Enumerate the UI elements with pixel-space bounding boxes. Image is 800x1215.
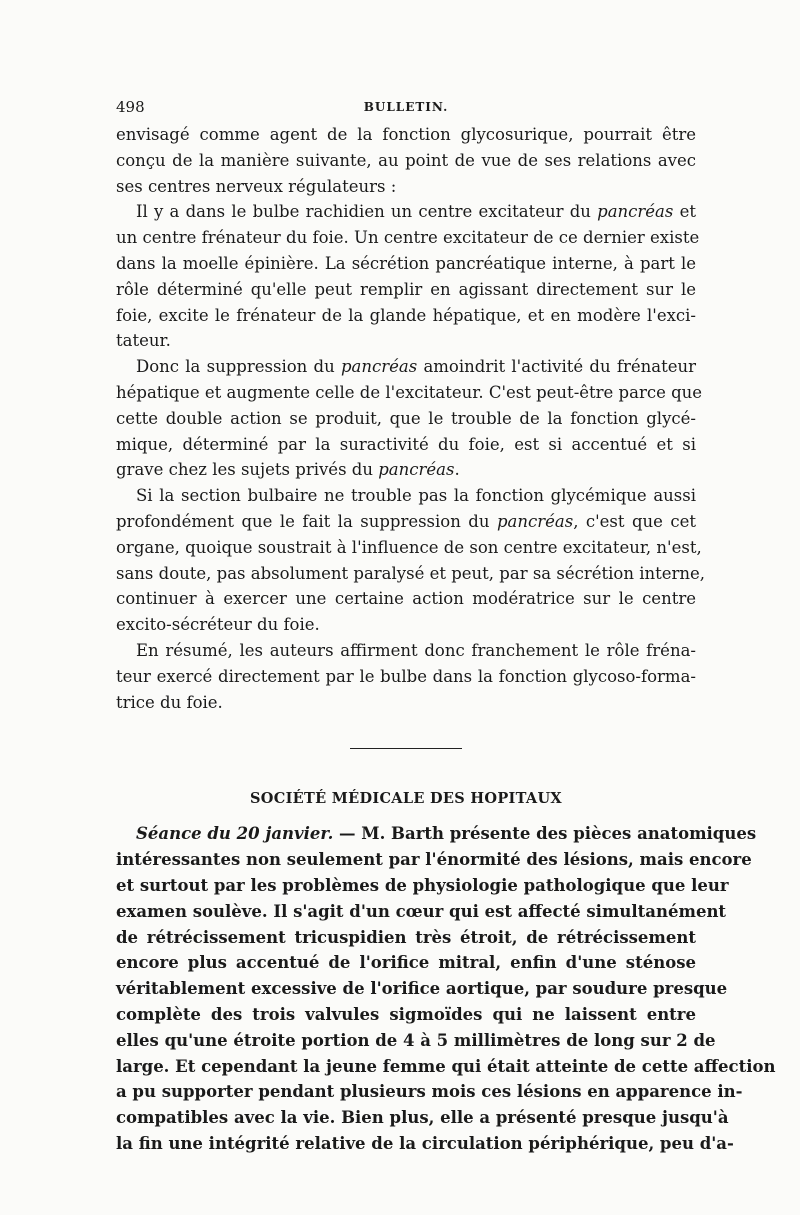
text-line: de rétrécissement tricuspidien très étroit, de rétrécissement	[116, 927, 696, 947]
paragraph	[116, 821, 776, 1156]
session-first-line: — M. Barth présente des pièces anatomiques	[333, 824, 757, 844]
text-line: continuer à exercer une certaine action modératrice sur le centre	[116, 589, 696, 609]
page-header	[116, 98, 696, 122]
body-text-top	[116, 122, 706, 715]
text-line: et surtout par les problèmes de physiologie pathologique que leur	[116, 875, 729, 895]
text-line: Il y a dans le bulbe rachidien un centre excitateur du pancréas et	[136, 202, 696, 222]
section-title: SOCIÉTÉ MÉDICALE DES HOPITAUX	[250, 790, 562, 808]
text-line: profondément que le fait la suppression du pancréas, c'est que cet	[116, 511, 696, 531]
text-line: sans doute, pas absolument paralysé et peut, par sa sécrétion interne,	[116, 563, 706, 583]
text-line: foie, excite le frénateur de la glande hépatique, et en modère l'exci-	[116, 305, 696, 325]
text-line: excito-sécréteur du foie.	[116, 615, 320, 635]
session-date: Séance du 20 janvier.	[136, 824, 334, 844]
text-line: cette double action se produit, que le trouble de la fonction glycé-	[116, 408, 696, 428]
text-line: Si la section bulbaire ne trouble pas la fonction glycémique aussi	[136, 486, 696, 506]
text-line: tateur.	[116, 331, 171, 351]
document-page	[116, 98, 776, 1157]
text-line: encore plus accentué de l'orifice mitral, enfin d'une sténose	[116, 953, 696, 973]
paragraph	[116, 483, 706, 638]
text-line: Donc la suppression du pancréas amoindrit l'activité du frénateur	[136, 357, 696, 377]
paragraph	[116, 638, 696, 715]
section-divider	[350, 748, 462, 749]
text-line: dans la moelle épinière. La sécrétion pancréatique interne, à part le	[116, 253, 696, 273]
text-line: envisagé comme agent de la fonction glycosurique, pourrait être	[116, 125, 696, 144]
text-line: a pu supporter pendant plusieurs mois ces lésions en apparence in-	[116, 1082, 743, 1102]
paragraph	[116, 354, 703, 483]
text-line: hépatique et augmente celle de l'excitateur. C'est peut-être parce que	[116, 382, 703, 402]
text-line: elles qu'une étroite portion de 4 à 5 millimètres de long sur 2 de	[116, 1030, 716, 1050]
body-text-session	[116, 821, 776, 1156]
text-line: grave chez les sujets privés du pancréas.	[116, 460, 460, 480]
text-line: véritablement excessive de l'orifice aortique, par soudure presque	[116, 979, 728, 999]
text-line	[116, 821, 757, 847]
text-line: examen soulève. Il s'agit d'un cœur qui est affecté simultanément	[116, 901, 727, 921]
paragraph	[116, 199, 700, 354]
text-line: trice du foie.	[116, 692, 223, 712]
text-line: un centre frénateur du foie. Un centre excitateur de ce dernier existe	[116, 228, 700, 248]
text-line: organe, quoique soustrait à l'influence de son centre excitateur, n'est,	[116, 537, 702, 557]
page-number: 498	[116, 98, 145, 116]
paragraph	[116, 122, 696, 199]
running-head: BULLETIN.	[363, 100, 449, 114]
text-line: rôle déterminé qu'elle peut remplir en agissant directement sur le	[116, 279, 696, 299]
text-line: large. Et cependant la jeune femme qui était atteinte de cette affection	[116, 1056, 776, 1076]
text-line: la fin une intégrité relative de la circulation périphérique, peu d'a-	[116, 1133, 734, 1153]
text-line: teur exercé directement par le bulbe dans la fonction glycoso-forma-	[116, 666, 696, 686]
text-line: compatibles avec la vie. Bien plus, elle a présenté presque jusqu'à	[116, 1108, 729, 1128]
text-line: En résumé, les auteurs affirment donc franchement le rôle fréna-	[136, 640, 696, 660]
text-line: conçu de la manière suivante, au point de vue de ses relations avec	[116, 150, 696, 170]
text-line: mique, déterminé par la suractivité du foie, est si accentué et si	[116, 434, 696, 454]
text-line: ses centres nerveux régulateurs :	[116, 176, 397, 196]
text-line: complète des trois valvules sigmoïdes qui ne laissent entre	[116, 1004, 696, 1024]
text-line: intéressantes non seulement par l'énormité des lésions, mais encore	[116, 850, 752, 870]
